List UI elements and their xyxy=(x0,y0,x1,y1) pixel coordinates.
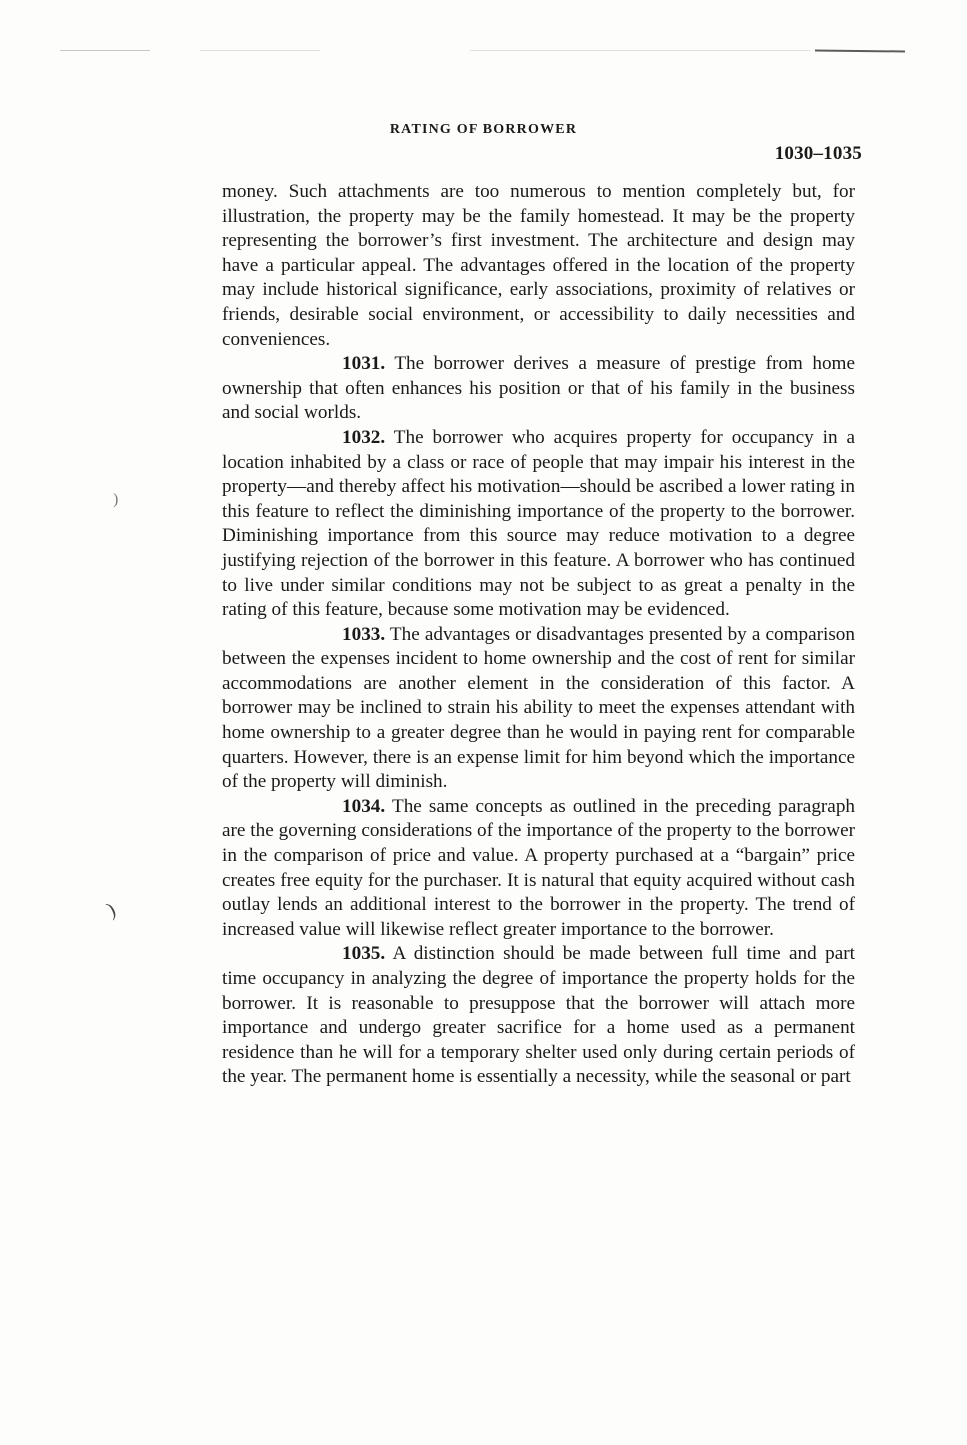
paragraph-number: 1035. xyxy=(342,943,386,965)
paragraph-1035 xyxy=(222,942,855,1090)
paragraph-text: The borrower derives a measure of prestige from home ownership that often enhances his position or that of his family in the business and social worlds. xyxy=(222,353,855,424)
running-head: RATING OF BORROWER xyxy=(389,122,578,137)
section-range: 1030–1035 xyxy=(774,143,862,164)
paragraph-1034 xyxy=(222,795,855,943)
paragraph-number: 1031. xyxy=(342,353,386,375)
scan-edge-rule xyxy=(815,50,905,53)
lead-paragraph: money. Such attachments are too numerous to mention completely but, for illustration, the property may be the family homestead. It may be the property representing the borrower’s first investment. The architecture and design may have a particular appeal. The advantages offered in the location of the property may include historical significance, early associations, proximity of relatives or friends, desirable social environment, or accessibility to daily necessities and conveniences. xyxy=(222,181,855,350)
paragraph-text: The borrower who acquires property for occupancy in a location inhabited by a class or race of people that may impair his interest in the property—and thereby affect his motivation—should be ascribed a lower rating in this feature to reflect the diminishing importance of the property to the borrower. Diminishing importance from this source may reduce motivation to a degree justifying rejection of the borrower in this feature. A borrower who has continued to live under similar conditions may not be subject to as great a penalty in the rating of this feature, because some motivation may be evidenced. xyxy=(222,426,855,621)
paragraph-number: 1034. xyxy=(342,795,386,817)
paragraph-text: The same concepts as outlined in the preceding paragraph are the governing considerations of the importance of the property to the borrower in the comparison of price and value. A property purchased at a “bargain” price creates free equity for the purchaser. It is natural that equity acquired without cash outlay lends an additional interest to the borrower in the property. The trend of increased value will likewise reflect greater importance to the borrower. xyxy=(222,795,856,940)
paragraph-number: 1033. xyxy=(342,623,386,645)
scan-edge-rule xyxy=(470,50,810,51)
paragraph-1032 xyxy=(222,426,855,623)
scan-edge-rule xyxy=(200,50,320,51)
body-text xyxy=(222,180,855,1090)
paragraph-text: A distinction should be made between full time and part time occupancy in analyzing the degree of importance the property holds for the borrower. It is reasonable to presuppose that the borrower will attach more importance and undergo greater sacrifice for a home used as a permanent residence than he will for a temporary shelter used only during certain periods of the year. The permanent home is essentially a necessity, while the seasonal or part xyxy=(222,943,855,1088)
paragraph-1031 xyxy=(222,352,855,426)
scan-edge-rule xyxy=(60,50,150,51)
paragraph-1033 xyxy=(222,623,855,795)
paragraph-number: 1032. xyxy=(342,426,386,448)
margin-pencil-mark: ) xyxy=(113,491,119,508)
paragraph-text: The advantages or disadvantages presented by a comparison between the expenses incident to home ownership and the cost of rent for similar accommodations are another element in the consideration of this factor. A borrower may be inclined to strain his ability to meet the expenses attendant with home ownership to a greater degree than he would in paying rent for comparable quarters. However, there is an expense limit for him beyond which the importance of the property will diminish. xyxy=(222,623,855,793)
margin-pencil-mark: ) xyxy=(103,898,120,922)
